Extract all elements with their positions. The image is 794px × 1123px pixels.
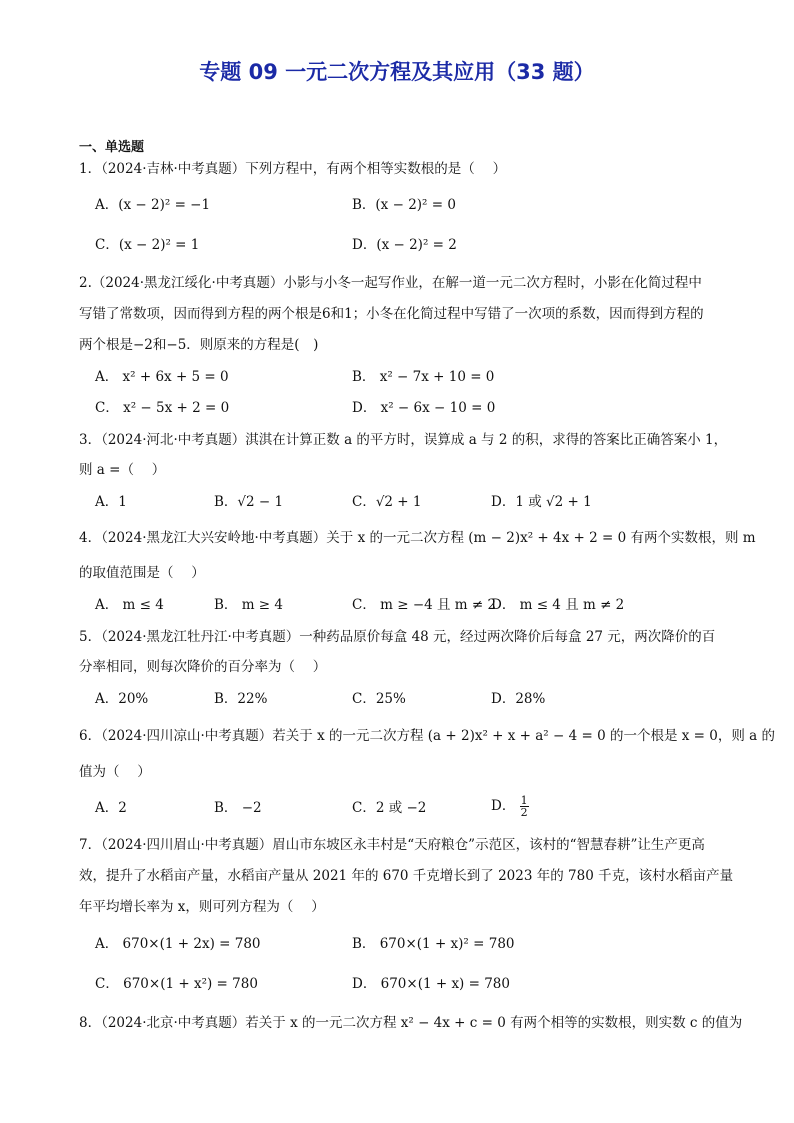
question-2-option-c: C． x² − 5x + 2 = 0 <box>95 400 230 416</box>
question-4-option-b: B． m ≥ 4 <box>214 597 283 613</box>
question-6-option-d <box>491 795 529 818</box>
question-3-option-a: A．1 <box>95 494 127 510</box>
question-6-stem-line-1: 6．（2024·四川凉山·中考真题）若关于 x 的一元二次方程 (a + 2)x² + x + a² − 4 = 0 的一个根是 x = 0，则 a 的 <box>79 728 775 744</box>
page-title: 专题 09 一元二次方程及其应用（33 题） <box>199 60 595 84</box>
question-3-stem-line-1: 3．（2024·河北·中考真题）淇淇在计算正数 a 的平方时，误算成 a 与 2 的积，求得的答案比正确答案小 1， <box>79 432 728 448</box>
question-7-option-b: B． 670×(1 + x)² = 780 <box>352 936 515 952</box>
section-heading: 一、单选题 <box>79 140 145 155</box>
question-5-option-c: C．25% <box>352 691 406 707</box>
question-4-stem-line-1: 4．（2024·黑龙江大兴安岭地·中考真题）关于 x 的一元二次方程 (m − 2)x² + 4x + 2 = 0 有两个实数根，则 m <box>79 530 756 546</box>
question-7-option-c: C． 670×(1 + x²) = 780 <box>95 976 258 992</box>
question-1-option-d: D．(x − 2)² = 2 <box>352 237 457 253</box>
question-7-stem-line-2: 效，提升了水稻亩产量，水稻亩产量从 2021 年的 670 千克增长到了 2023 年的 780 千克，该村水稻亩产量 <box>79 868 734 884</box>
fraction-numerator: 1 <box>520 794 528 807</box>
question-7-option-a: A． 670×(1 + 2x) = 780 <box>95 936 261 952</box>
question-5-stem-line-2: 分率相同，则每次降价的百分率为（ ） <box>79 659 327 675</box>
question-6-option-b: B． −2 <box>214 800 262 816</box>
question-5-option-a: A．20% <box>95 691 149 707</box>
question-5-option-d: D．28% <box>491 691 546 707</box>
question-6-option-c: C．2 或 −2 <box>352 800 427 816</box>
question-3-option-b: B．√2 − 1 <box>214 494 284 510</box>
question-3-stem-line-2: 则 a =（ ） <box>79 462 166 478</box>
question-7-stem-line-1: 7．（2024·四川眉山·中考真题）眉山市东坡区永丰村是“天府粮仓”示范区，该村的“智慧春耕”让生产更高 <box>79 837 705 853</box>
question-3-option-d: D．1 或 √2 + 1 <box>491 494 592 510</box>
question-4-stem-line-2: 的取值范围是（ ） <box>79 565 205 581</box>
question-6-option-a: A．2 <box>95 800 127 816</box>
fraction-denominator: 2 <box>520 806 528 819</box>
question-2-stem-line-1: 2.（2024·黑龙江绥化·中考真题）小影与小冬一起写作业，在解一道一元二次方程时，小影在化简过程中 <box>79 275 702 291</box>
question-4-option-a: A． m ≤ 4 <box>95 597 164 613</box>
question-6-option-d-label: D． <box>491 798 516 814</box>
question-7-stem-line-3: 年平均增长率为 x，则可列方程为（ ） <box>79 899 325 915</box>
question-2-stem-line-3: 两个根是−2和−5．则原来的方程是( ) <box>79 337 319 353</box>
question-5-option-b: B．22% <box>214 691 268 707</box>
question-4-option-d: D． m ≤ 4 且 m ≠ 2 <box>491 597 625 613</box>
question-1-option-b: B．(x − 2)² = 0 <box>352 197 456 213</box>
question-1-option-a: A．(x − 2)² = −1 <box>95 197 211 213</box>
question-2-option-d: D． x² − 6x − 10 = 0 <box>352 400 496 416</box>
question-6-stem-line-2: 值为（ ） <box>79 764 151 780</box>
question-2-stem-line-2: 写错了常数项，因而得到方程的两个根是6和1；小冬在化简过程中写错了一次项的系数，因而得到方程的 <box>79 306 704 322</box>
question-2-option-b: B． x² − 7x + 10 = 0 <box>352 369 495 385</box>
question-5-stem-line-1: 5．（2024·黑龙江牡丹江·中考真题）一种药品原价每盒 48 元，经过两次降价后每盒 27 元，两次降价的百 <box>79 629 716 645</box>
question-1-stem: 1．（2024·吉林·中考真题）下列方程中，有两个相等实数根的是（ ） <box>79 161 507 177</box>
question-3-option-c: C．√2 + 1 <box>352 494 422 510</box>
fraction <box>520 795 529 818</box>
question-2-option-a: A． x² + 6x + 5 = 0 <box>95 369 229 385</box>
question-8-stem-line-1: 8．（2024·北京·中考真题）若关于 x 的一元二次方程 x² − 4x + c = 0 有两个相等的实数根，则实数 c 的值为 <box>79 1015 743 1031</box>
question-4-option-c: C． m ≥ −4 且 m ≠ 2 <box>352 597 497 613</box>
question-1-option-c: C．(x − 2)² = 1 <box>95 237 200 253</box>
question-7-option-d: D． 670×(1 + x) = 780 <box>352 976 510 992</box>
